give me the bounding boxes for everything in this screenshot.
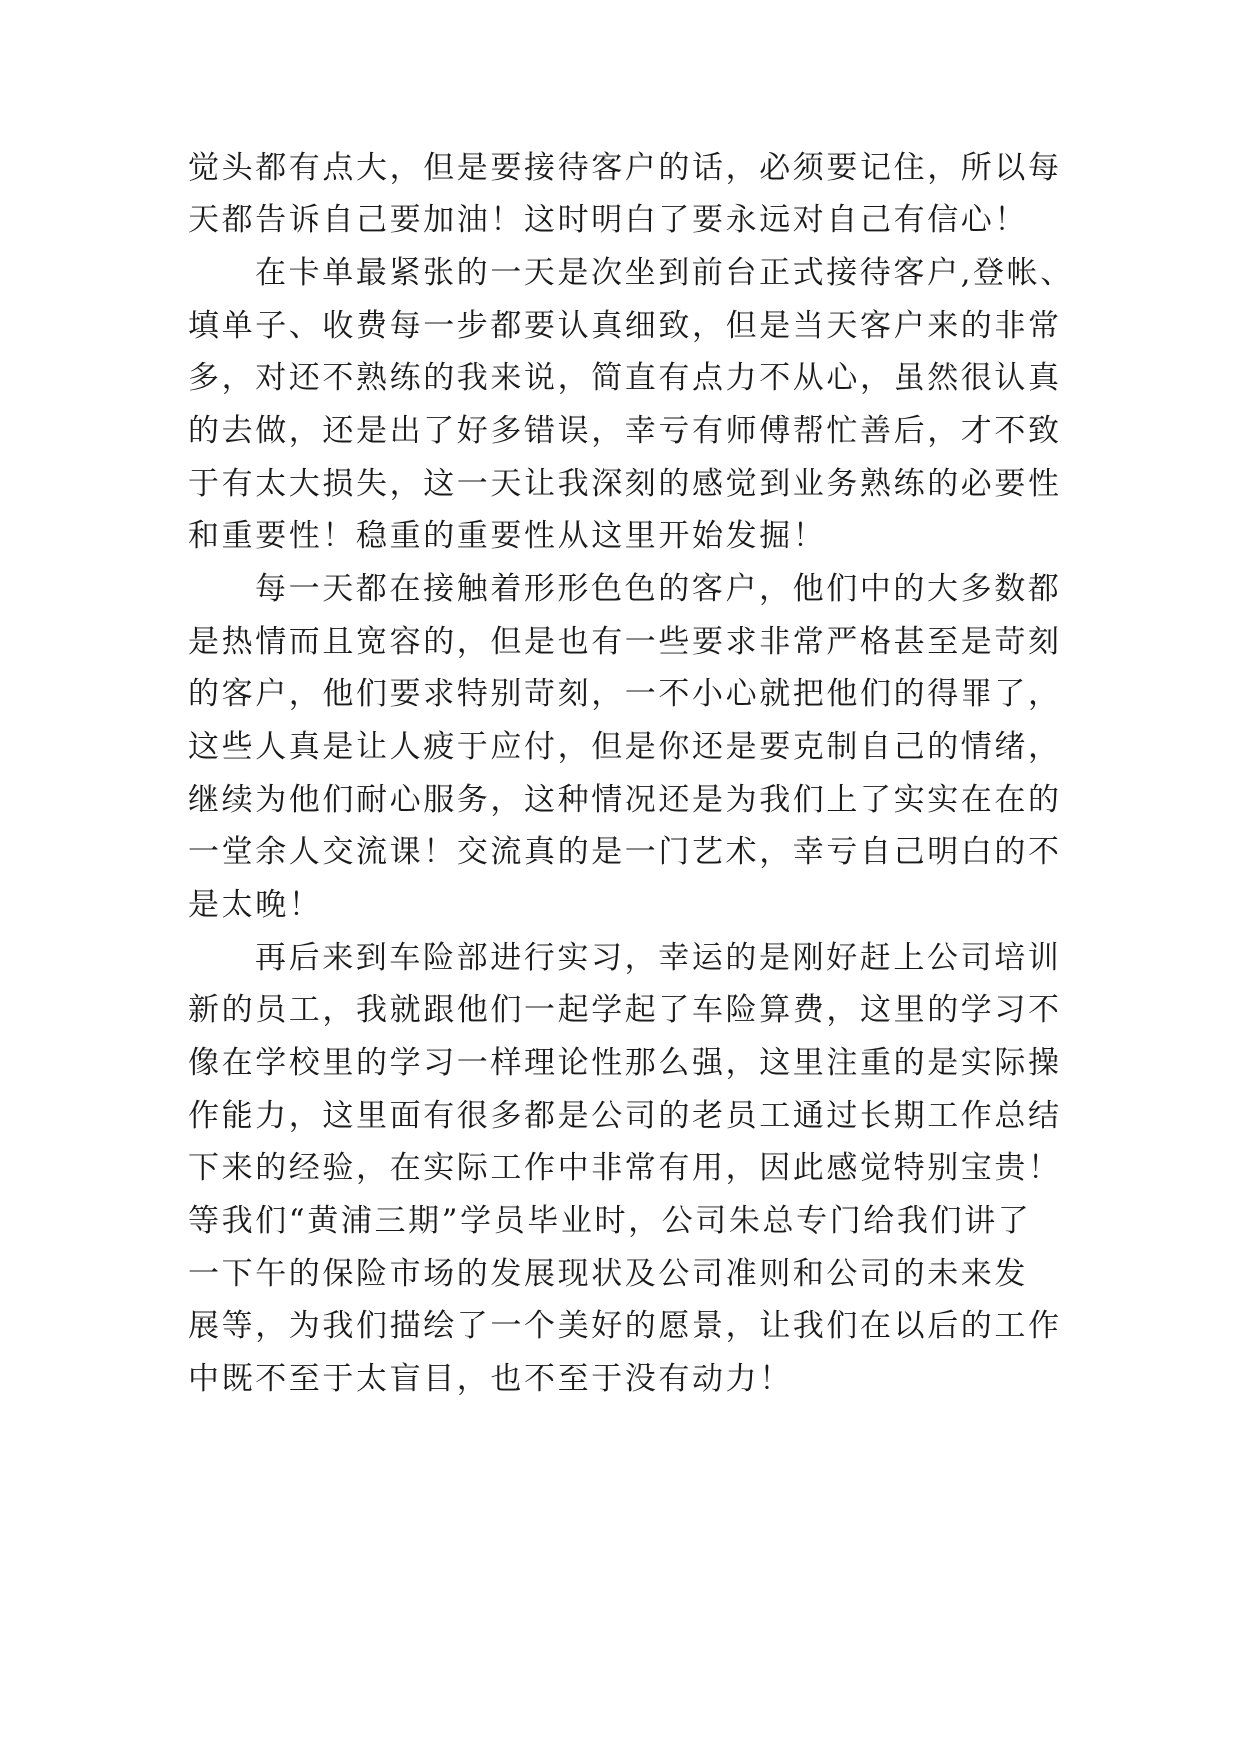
text-line: 下来的经验，在实际工作中非常有用，因此感觉特别宝贵！ [188,1150,1062,1186]
text-line: 展等，为我们描绘了一个美好的愿景，让我们在以后的工作 [188,1308,1062,1344]
text-line: 天都告诉自己要加油！这时明白了要永远对自己有信心！ [188,202,1028,238]
text-line: 是太晚！ [188,887,323,923]
text-line: 于有太大损失，这一天让我深刻的感觉到业务熟练的必要性 [188,466,1062,502]
text-line: 继续为他们耐心服务，这种情况还是为我们上了实实在在的 [188,782,1062,818]
text-line: 等我们“黄浦三期”学员毕业时，公司朱总专门给我们讲了 [188,1203,1032,1239]
text-line: 一下午的保险市场的发展现状及公司准则和公司的未来发 [188,1256,1028,1292]
text-line: 多，对还不熟练的我来说，简直有点力不从心，虽然很认真 [188,360,1062,396]
text-line: 和重要性！稳重的重要性从这里开始发掘！ [188,518,827,554]
text-line: 是热情而且宽容的，但是也有一些要求非常严格甚至是苛刻 [188,624,1062,660]
paragraph-start-line: 每一天都在接触着形形色色的客户，他们中的大多数都 [255,571,1062,607]
text-line: 新的员工，我就跟他们一起学起了车险算费，这里的学习不 [188,992,1062,1028]
text-line: 像在学校里的学习一样理论性那么强，这里注重的是实际操 [188,1045,1062,1081]
text-line: 中既不至于太盲目，也不至于没有动力！ [188,1361,793,1397]
text-line: 填单子、收费每一步都要认真细致，但是当天客户来的非常 [188,308,1062,344]
paragraph-start-line: 再后来到车险部进行实习，幸运的是刚好赶上公司培训 [255,940,1062,976]
text-line: 一堂余人交流课！交流真的是一门艺术，幸亏自己明白的不 [188,834,1062,870]
text-line: 的去做，还是出了好多错误，幸亏有师傅帮忙善后，才不致 [188,413,1062,449]
text-line: 觉头都有点大，但是要接待客户的话，必须要记住，所以每 [188,150,1062,186]
paragraph-start-line: 在卡单最紧张的一天是次坐到前台正式接待客户,登帐、 [255,255,1074,291]
text-line: 作能力，这里面有很多都是公司的老员工通过长期工作总结 [188,1098,1062,1134]
text-line: 这些人真是让人疲于应付，但是你还是要克制自己的情绪， [188,729,1062,765]
text-line: 的客户，他们要求特别苛刻，一不小心就把他们的得罪了， [188,676,1062,712]
